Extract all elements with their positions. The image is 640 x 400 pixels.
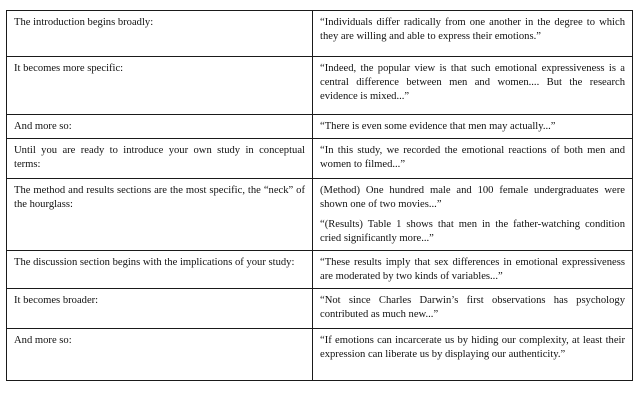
- section-description: The introduction begins broadly:: [14, 17, 154, 28]
- section-description-cell: [7, 115, 313, 139]
- table-row: [7, 329, 633, 381]
- example-quote-cell: [313, 11, 633, 57]
- section-description: It becomes broader:: [14, 295, 99, 306]
- table-row: [7, 11, 633, 57]
- example-quote: “There is even some evidence that men may actually...”: [320, 121, 556, 132]
- section-description-cell: [7, 57, 313, 115]
- example-quote: “Not since Charles Darwin’s first observations has psychology contributed as much new...”: [320, 295, 625, 320]
- example-quote-cell: [313, 251, 633, 289]
- example-quote-cell: [313, 179, 633, 251]
- section-description: And more so:: [14, 121, 72, 132]
- example-quote: “If emotions can incarcerate us by hiding our complexity, at least their expression can liberate us by displaying our authenticity.”: [320, 335, 625, 360]
- example-quote: “Indeed, the popular view is that such emotional expressiveness is a central difference between men and women.... But the research evidence is mixed...”: [320, 63, 625, 102]
- section-description-cell: [7, 11, 313, 57]
- hourglass-structure-table: [6, 10, 633, 381]
- example-quote-continued: “(Results) Table 1 shows that men in the father-watching condition cried significantly more...”: [320, 219, 625, 244]
- table-row: [7, 115, 633, 139]
- table-row: [7, 57, 633, 115]
- section-description-cell: [7, 179, 313, 251]
- example-quote: “These results imply that sex differences in emotional expressiveness are moderated by two kinds of variables...”: [320, 257, 625, 282]
- example-quote-cell: [313, 139, 633, 179]
- table-row: [7, 289, 633, 329]
- section-description: It becomes more specific:: [14, 63, 124, 74]
- example-quote-cell: [313, 115, 633, 139]
- section-description: Until you are ready to introduce your own study in conceptual terms:: [14, 145, 305, 170]
- section-description: The discussion section begins with the implications of your study:: [14, 257, 295, 268]
- example-quote: “In this study, we recorded the emotional reactions of both men and women to filmed...”: [320, 145, 625, 170]
- section-description-cell: [7, 289, 313, 329]
- table-body: [7, 11, 633, 381]
- example-quote-cell: [313, 289, 633, 329]
- table-row: [7, 179, 633, 251]
- example-quote: “Individuals differ radically from one another in the degree to which they are willing and able to express their emotions.”: [320, 17, 625, 42]
- section-description-cell: [7, 139, 313, 179]
- example-quote: (Method) One hundred male and 100 female undergraduates were shown one of two movies...”: [320, 185, 625, 210]
- table-row: [7, 251, 633, 289]
- section-description-cell: [7, 251, 313, 289]
- example-quote-cell: [313, 329, 633, 381]
- section-description: And more so:: [14, 335, 72, 346]
- section-description: The method and results sections are the most specific, the “neck” of the hourglass:: [14, 185, 305, 210]
- table-row: [7, 139, 633, 179]
- section-description-cell: [7, 329, 313, 381]
- example-quote-cell: [313, 57, 633, 115]
